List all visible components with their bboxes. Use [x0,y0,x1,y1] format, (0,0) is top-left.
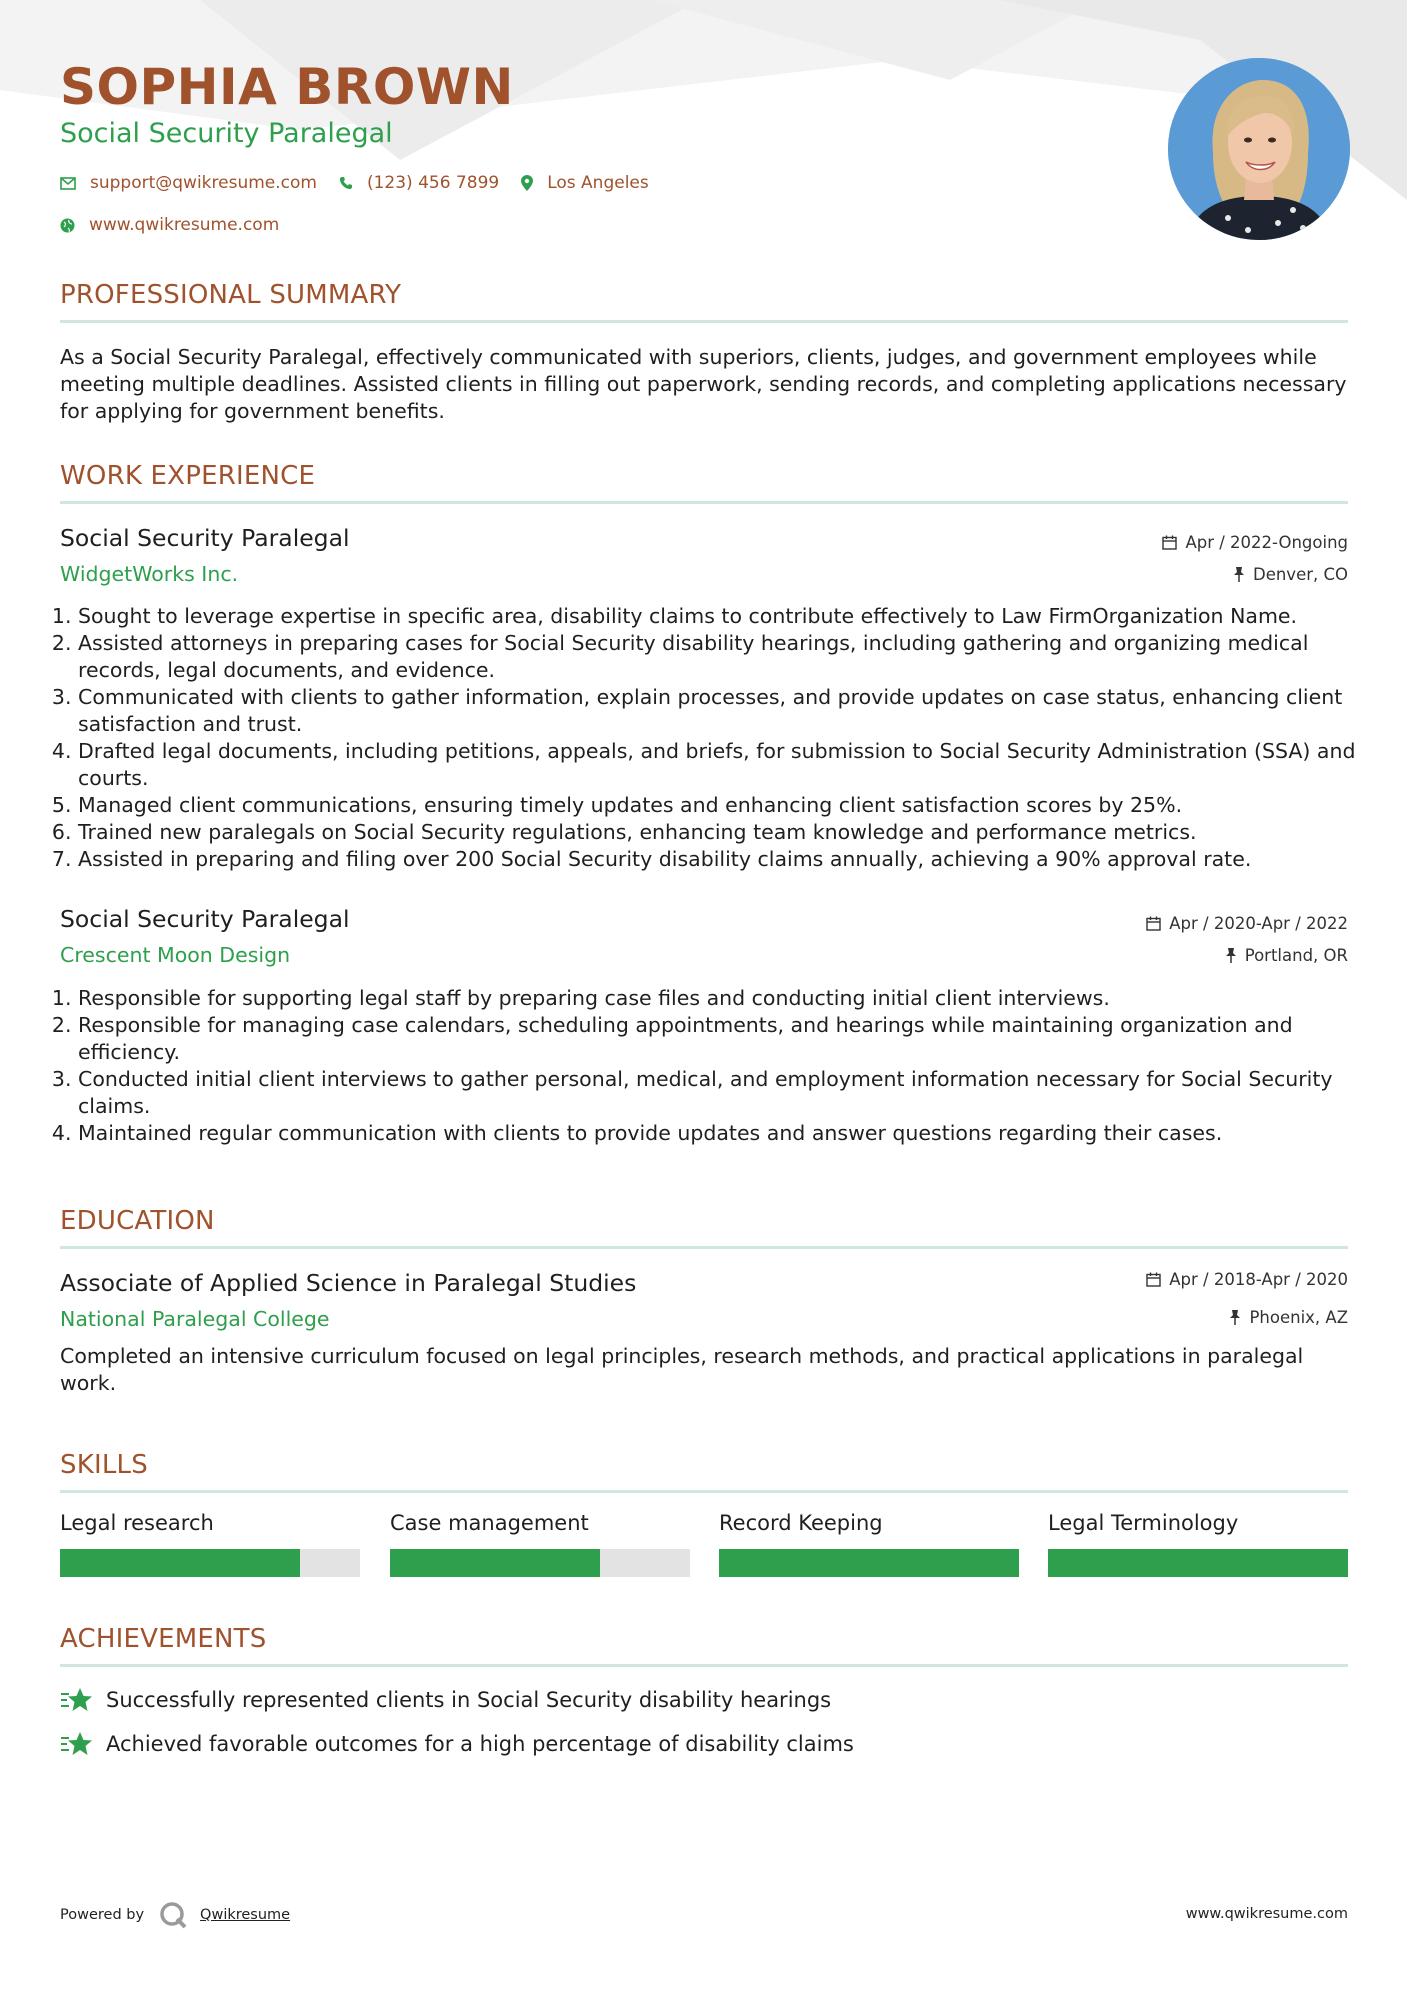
skill-bar [390,1549,690,1577]
education-description: Completed an intensive curriculum focused on legal principles, research methods, and practical applications in paralegal work. [60,1344,1304,1395]
email-text: support@qwikresume.com [90,173,317,193]
experience-heading: WORK EXPERIENCE [60,461,1348,504]
job-company: WidgetWorks Inc. [60,562,239,586]
skill-name: Record Keeping [719,1511,883,1535]
skill-bar-fill [60,1549,300,1577]
candidate-role: Social Security Paralegal [60,118,393,149]
achievements-heading: ACHIEVEMENTS [60,1624,1348,1667]
skill-item [390,1511,690,1577]
list-item: 2. Responsible for managing case calendars, scheduling appointments, and hearings while maintaining organization and efficiency. [78,1012,1366,1066]
education-dates-text: Apr / 2018-Apr / 2020 [1169,1270,1348,1289]
education-location [1229,1308,1348,1327]
skill-bar-fill [1048,1549,1348,1577]
calendar-icon [1146,916,1161,931]
job-company: Crescent Moon Design [60,943,291,967]
achievement-item [60,1686,831,1714]
skill-name: Case management [390,1511,589,1535]
education-dates [1146,1270,1348,1289]
location-text: Los Angeles [547,173,649,193]
portrait-image [1168,58,1350,240]
skill-bar [719,1549,1019,1577]
website-text: www.qwikresume.com [89,215,280,235]
achievement-text: Achieved favorable outcomes for a high percentage of disability claims [106,1732,854,1756]
list-item: 5. Managed client communications, ensuring timely updates and enhancing client satisfaction scores by 25%. [78,792,1366,819]
contact-row-website [60,215,301,235]
star-icon [60,1686,94,1714]
contact-email[interactable] [60,173,317,193]
job-title: Social Security Paralegal [60,524,350,552]
list-item: 2. Assisted attorneys in preparing cases for Social Security disability hearings, including gathering and organizing medical records, legal documents, and evidence. [78,630,1366,684]
skill-name: Legal research [60,1511,214,1535]
contact-row [60,173,671,193]
contact-location [521,173,649,193]
degree-title: Associate of Applied Science in Paralegal Studies [60,1269,637,1297]
job-location-text: Denver, CO [1252,565,1348,584]
list-item: 7. Assisted in preparing and filing over 200 Social Security disability claims annually, achieving a 90% approval rate. [78,846,1366,873]
skill-name: Legal Terminology [1048,1511,1239,1535]
powered-by-label: Powered by [60,1907,145,1923]
star-icon [60,1730,94,1758]
summary-text: As a Social Security Paralegal, effectively communicated with superiors, clients, judges, and government employees while meeting multiple deadlines. Assisted clients in filling out paperwork, sending records, and completing applications necessary for applying for government benefits. [60,345,1347,423]
skill-bar [1048,1549,1348,1577]
summary-heading: PROFESSIONAL SUMMARY [60,280,1348,323]
list-item: 4. Drafted legal documents, including petitions, appeals, and briefs, for submission to Social Security Administration (SSA) and courts. [78,738,1366,792]
footer-powered-by [60,1900,290,1930]
calendar-icon [1146,1272,1161,1287]
candidate-name: SOPHIA BROWN [60,58,514,116]
skill-bar-fill [390,1549,600,1577]
skills-heading: SKILLS [60,1450,1348,1493]
skill-item [1048,1511,1348,1577]
envelope-icon [60,177,76,190]
job-location-text: Portland, OR [1244,946,1348,965]
phone-text: (123) 456 7899 [366,173,500,193]
job-dates [1162,533,1348,552]
skill-bar-fill [719,1549,1019,1577]
list-item: 3. Conducted initial client interviews to gather personal, medical, and employment information necessary for Social Security claims. [78,1066,1366,1120]
qwikresume-logo-icon [158,1900,188,1930]
list-item: 3. Communicated with clients to gather information, explain processes, and provide updates on case status, enhancing client satisfaction and trust. [78,684,1366,738]
achievement-item [60,1730,854,1758]
list-item: 4. Maintained regular communication with clients to provide updates and answer questions regarding their cases. [78,1120,1366,1147]
pushpin-icon [1233,567,1245,582]
pushpin-icon [1229,1310,1241,1325]
job-dates-text: Apr / 2020-Apr / 2022 [1169,914,1348,933]
school-name: National Paralegal College [60,1307,330,1331]
contact-website[interactable] [60,215,279,235]
job-location [1225,946,1348,965]
calendar-icon [1162,535,1177,550]
qwikresume-link[interactable]: Qwikresume [200,1907,291,1923]
job-title: Social Security Paralegal [60,905,350,933]
map-pin-icon [521,175,533,191]
job-bullets [60,985,1366,1147]
job-location [1233,565,1348,584]
list-item: 1. Sought to leverage expertise in specific area, disability claims to contribute effectively to Law FirmOrganization Name. [78,603,1366,630]
job-dates [1146,914,1348,933]
skill-item [60,1511,360,1577]
pushpin-icon [1225,948,1237,963]
footer-website[interactable]: www.qwikresume.com [1185,1906,1348,1922]
globe-icon [60,218,75,233]
contact-phone[interactable] [339,173,499,193]
phone-icon [339,176,353,190]
skill-item [719,1511,1019,1577]
skill-bar [60,1549,360,1577]
list-item: 6. Trained new paralegals on Social Security regulations, enhancing team knowledge and performance metrics. [78,819,1366,846]
education-heading: EDUCATION [60,1206,1348,1249]
achievement-text: Successfully represented clients in Social Security disability hearings [106,1688,832,1712]
profile-photo [1168,58,1350,240]
job-bullets [60,603,1366,873]
job-dates-text: Apr / 2022-Ongoing [1185,533,1348,552]
list-item: 1. Responsible for supporting legal staff by preparing case files and conducting initial client interviews. [78,985,1366,1012]
education-location-text: Phoenix, AZ [1249,1308,1348,1327]
